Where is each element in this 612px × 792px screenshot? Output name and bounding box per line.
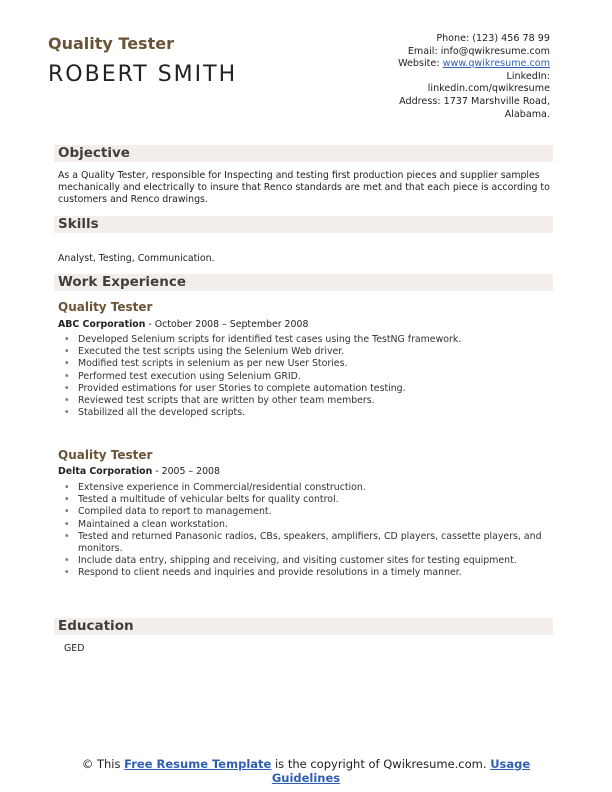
list-item: • Maintained a clean workstation.	[58, 519, 552, 531]
objective-text: As a Quality Tester, responsible for Inspecting and testing first production pieces and supplier samples mechanically and electrically to insure that Renco standards are met and that each piece is according to customers and Renco drawings.	[58, 170, 550, 205]
list-item: • Extensive experience in Commercial/residential construction.	[58, 482, 552, 494]
footer-prefix: © This	[81, 757, 125, 771]
contact-linkedin-label: LinkedIn:	[506, 70, 550, 82]
usage-guidelines-link[interactable]: Usage Guidelines	[271, 757, 531, 785]
job-2-company-line	[58, 466, 220, 477]
header-job-title: Quality Tester	[48, 34, 174, 53]
contact-block	[320, 33, 550, 121]
footer	[60, 757, 552, 785]
list-item: • Executed the test scripts using the Selenium Web driver.	[58, 346, 552, 358]
job-2-title: Quality Tester	[58, 448, 153, 462]
job-2-dates: - 2005 – 2008	[152, 466, 220, 477]
education-heading: Education	[58, 618, 134, 634]
job-1-dates: - October 2008 – September 2008	[145, 319, 309, 330]
contact-website-label: Website:	[398, 58, 443, 70]
job-2-bullets	[58, 482, 552, 580]
objective-heading: Objective	[58, 145, 130, 161]
education-section-header	[54, 618, 553, 635]
objective-section-header	[54, 145, 553, 162]
job-1-bullets	[58, 334, 552, 419]
list-item: • Include data entry, shipping and receiving, and visiting customer sites for testing equipment.	[58, 555, 552, 567]
contact-email: Email: info@qwikresume.com	[407, 45, 550, 57]
skills-text: Analyst, Testing, Communication.	[58, 253, 215, 264]
skills-section-header	[54, 216, 553, 233]
job-1-company: ABC Corporation	[58, 319, 146, 330]
list-item: • Compiled data to report to management.	[58, 506, 552, 518]
list-item: • Performed test execution using Selenium GRID.	[58, 371, 552, 383]
list-item: • Stabilized all the developed scripts.	[58, 407, 552, 419]
list-item: • Reviewed test scripts that are written by other team members.	[58, 395, 552, 407]
list-item: • Developed Selenium scripts for identified test cases using the TestNG framework.	[58, 334, 552, 346]
job-1-company-line	[58, 319, 308, 330]
free-resume-template-link[interactable]: Free Resume Template	[124, 757, 272, 771]
work-heading: Work Experience	[58, 274, 186, 290]
list-item: • Modified test scripts in selenium as per new User Stories.	[58, 358, 552, 370]
job-1-title: Quality Tester	[58, 300, 153, 314]
list-item: • Tested and returned Panasonic radios, CBs, speakers, amplifiers, CD players, cassette players, and monitors.	[58, 531, 552, 555]
website-link[interactable]: www.qwikresume.com	[442, 58, 550, 70]
candidate-name: ROBERT SMITH	[48, 62, 238, 87]
contact-linkedin-value: linkedin.com/qwikresume	[427, 83, 550, 95]
contact-website	[320, 58, 550, 71]
list-item: • Respond to client needs and inquiries and provide resolutions in a timely manner.	[58, 567, 552, 579]
skills-heading: Skills	[58, 216, 99, 232]
contact-address-line2: Alabama.	[504, 108, 550, 120]
contact-address-line1: Address: 1737 Marshville Road,	[399, 95, 550, 107]
work-section-header	[54, 274, 553, 291]
list-item: • Provided estimations for user Stories to complete automation testing.	[58, 383, 552, 395]
footer-middle: is the copyright of Qwikresume.com.	[271, 757, 491, 771]
education-text: GED	[64, 643, 85, 654]
contact-phone: Phone: (123) 456 78 99	[436, 33, 550, 44]
job-2-company: Delta Corporation	[58, 466, 153, 477]
list-item: • Tested a multitude of vehicular belts for quality control.	[58, 494, 552, 506]
